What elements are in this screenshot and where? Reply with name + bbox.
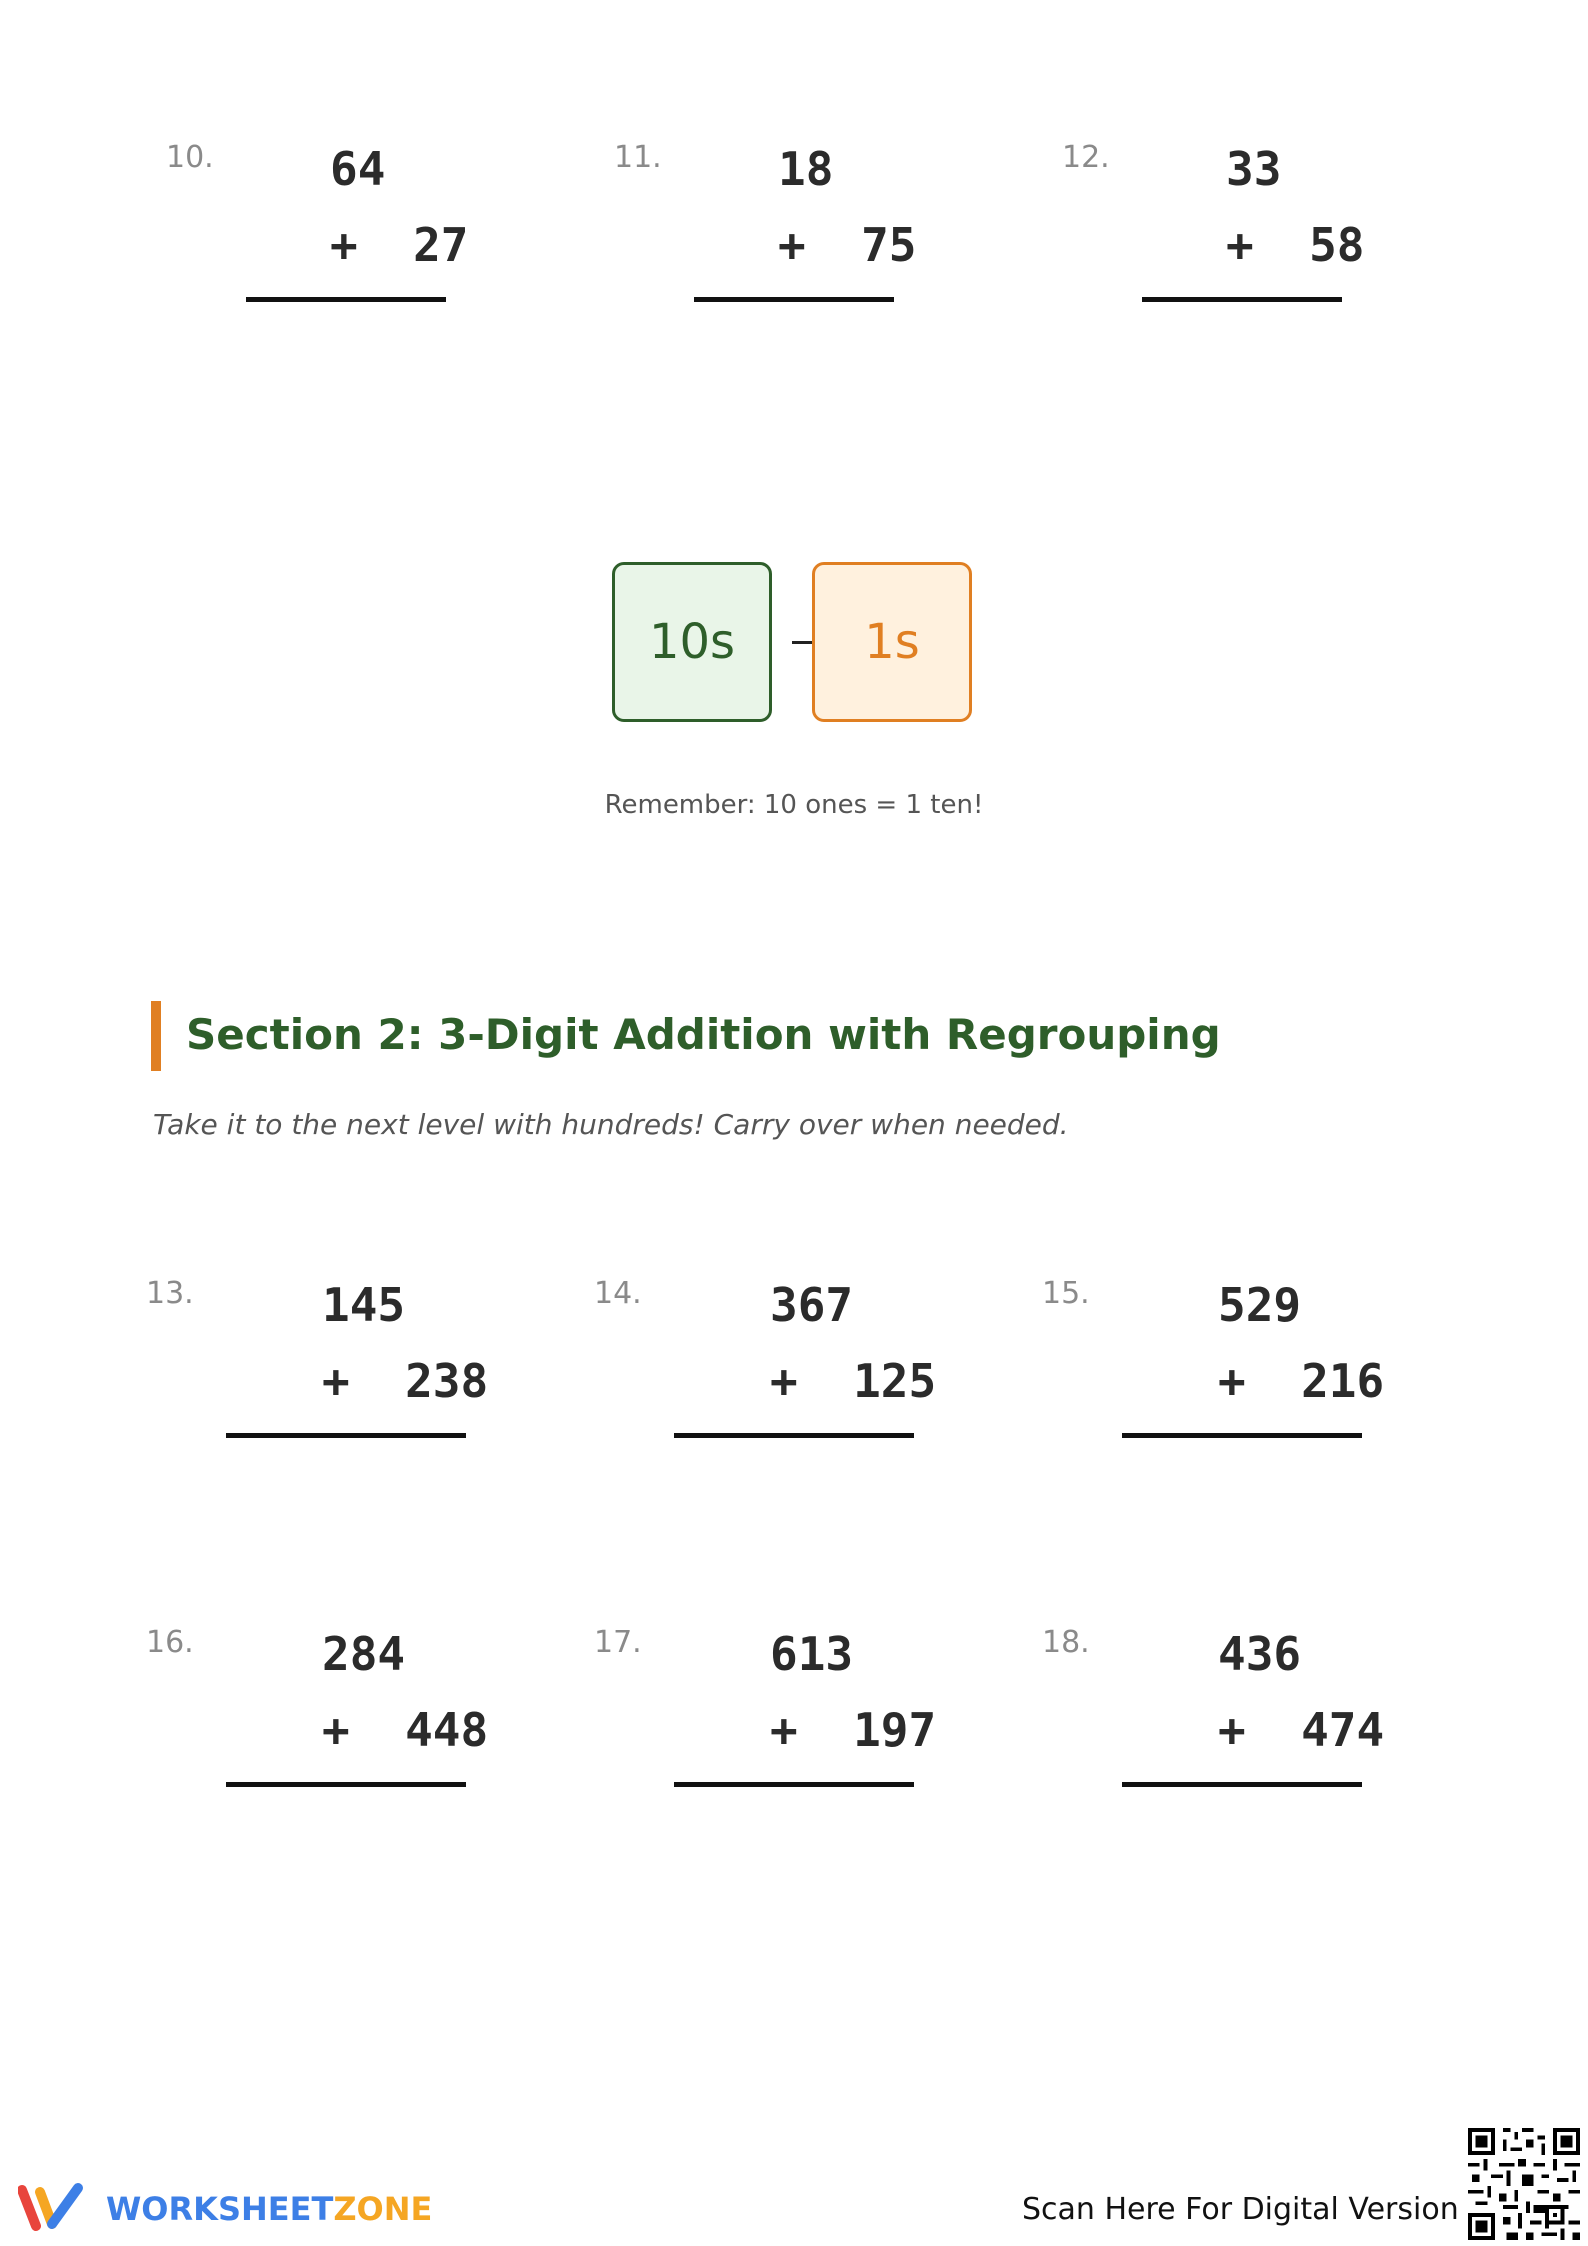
ones-tile: 1s (812, 562, 972, 722)
section-title: Section 2: 3-Digit Addition with Regrouping (186, 1010, 1221, 1059)
answer-line (1142, 297, 1342, 302)
addend-bottom: + 474 (1218, 1703, 1385, 1757)
problem-18 (1042, 1625, 1402, 1825)
qr-code-icon[interactable] (1468, 2128, 1580, 2240)
worksheetzone-logo-icon[interactable] (18, 2180, 96, 2234)
answer-line (1122, 1782, 1362, 1787)
brand-wordmark[interactable] (106, 2190, 432, 2228)
tens-tile: 10s (612, 562, 772, 722)
connector-dash (792, 641, 812, 644)
addend-bottom: + 197 (770, 1703, 937, 1757)
problem-11 (614, 140, 974, 340)
scan-text: Scan Here For Digital Version (1022, 2192, 1459, 2227)
answer-line (246, 297, 446, 302)
addend-bottom: + 27 (330, 218, 469, 272)
problem-10 (166, 140, 526, 340)
addend-top: 529 (1218, 1278, 1302, 1332)
addend-bottom: + 238 (322, 1354, 489, 1408)
problem-number: 11. (614, 140, 662, 175)
addend-top: 436 (1218, 1627, 1302, 1681)
problem-13 (146, 1276, 506, 1476)
problem-number: 12. (1062, 140, 1110, 175)
answer-line (226, 1782, 466, 1787)
remember-note: Remember: 10 ones = 1 ten! (604, 790, 984, 820)
problem-number: 16. (146, 1625, 194, 1660)
problem-number: 15. (1042, 1276, 1090, 1311)
problem-14 (594, 1276, 954, 1476)
addend-top: 284 (322, 1627, 406, 1681)
addend-top: 18 (778, 142, 834, 196)
problem-number: 18. (1042, 1625, 1090, 1660)
section-subtitle: Take it to the next level with hundreds! Carry over when needed. (153, 1108, 1069, 1141)
problem-number: 10. (166, 140, 214, 175)
addend-top: 367 (770, 1278, 854, 1332)
addend-bottom: + 58 (1226, 218, 1365, 272)
addend-top: 33 (1226, 142, 1282, 196)
answer-line (694, 297, 894, 302)
problem-number: 17. (594, 1625, 642, 1660)
brand-part-zone: ZONE (333, 2190, 433, 2228)
addend-bottom: + 125 (770, 1354, 937, 1408)
addend-bottom: + 448 (322, 1703, 489, 1757)
addend-bottom: + 216 (1218, 1354, 1385, 1408)
answer-line (1122, 1433, 1362, 1438)
problem-number: 14. (594, 1276, 642, 1311)
addend-top: 145 (322, 1278, 406, 1332)
answer-line (674, 1433, 914, 1438)
answer-line (226, 1433, 466, 1438)
brand-part-worksheet: WORKSHEET (106, 2190, 334, 2228)
addend-top: 64 (330, 142, 386, 196)
addend-bottom: + 75 (778, 218, 917, 272)
problem-16 (146, 1625, 506, 1825)
answer-line (674, 1782, 914, 1787)
addend-top: 613 (770, 1627, 854, 1681)
problem-12 (1062, 140, 1422, 340)
section-accent-bar (151, 1001, 161, 1071)
problem-17 (594, 1625, 954, 1825)
problem-number: 13. (146, 1276, 194, 1311)
problem-15 (1042, 1276, 1402, 1476)
